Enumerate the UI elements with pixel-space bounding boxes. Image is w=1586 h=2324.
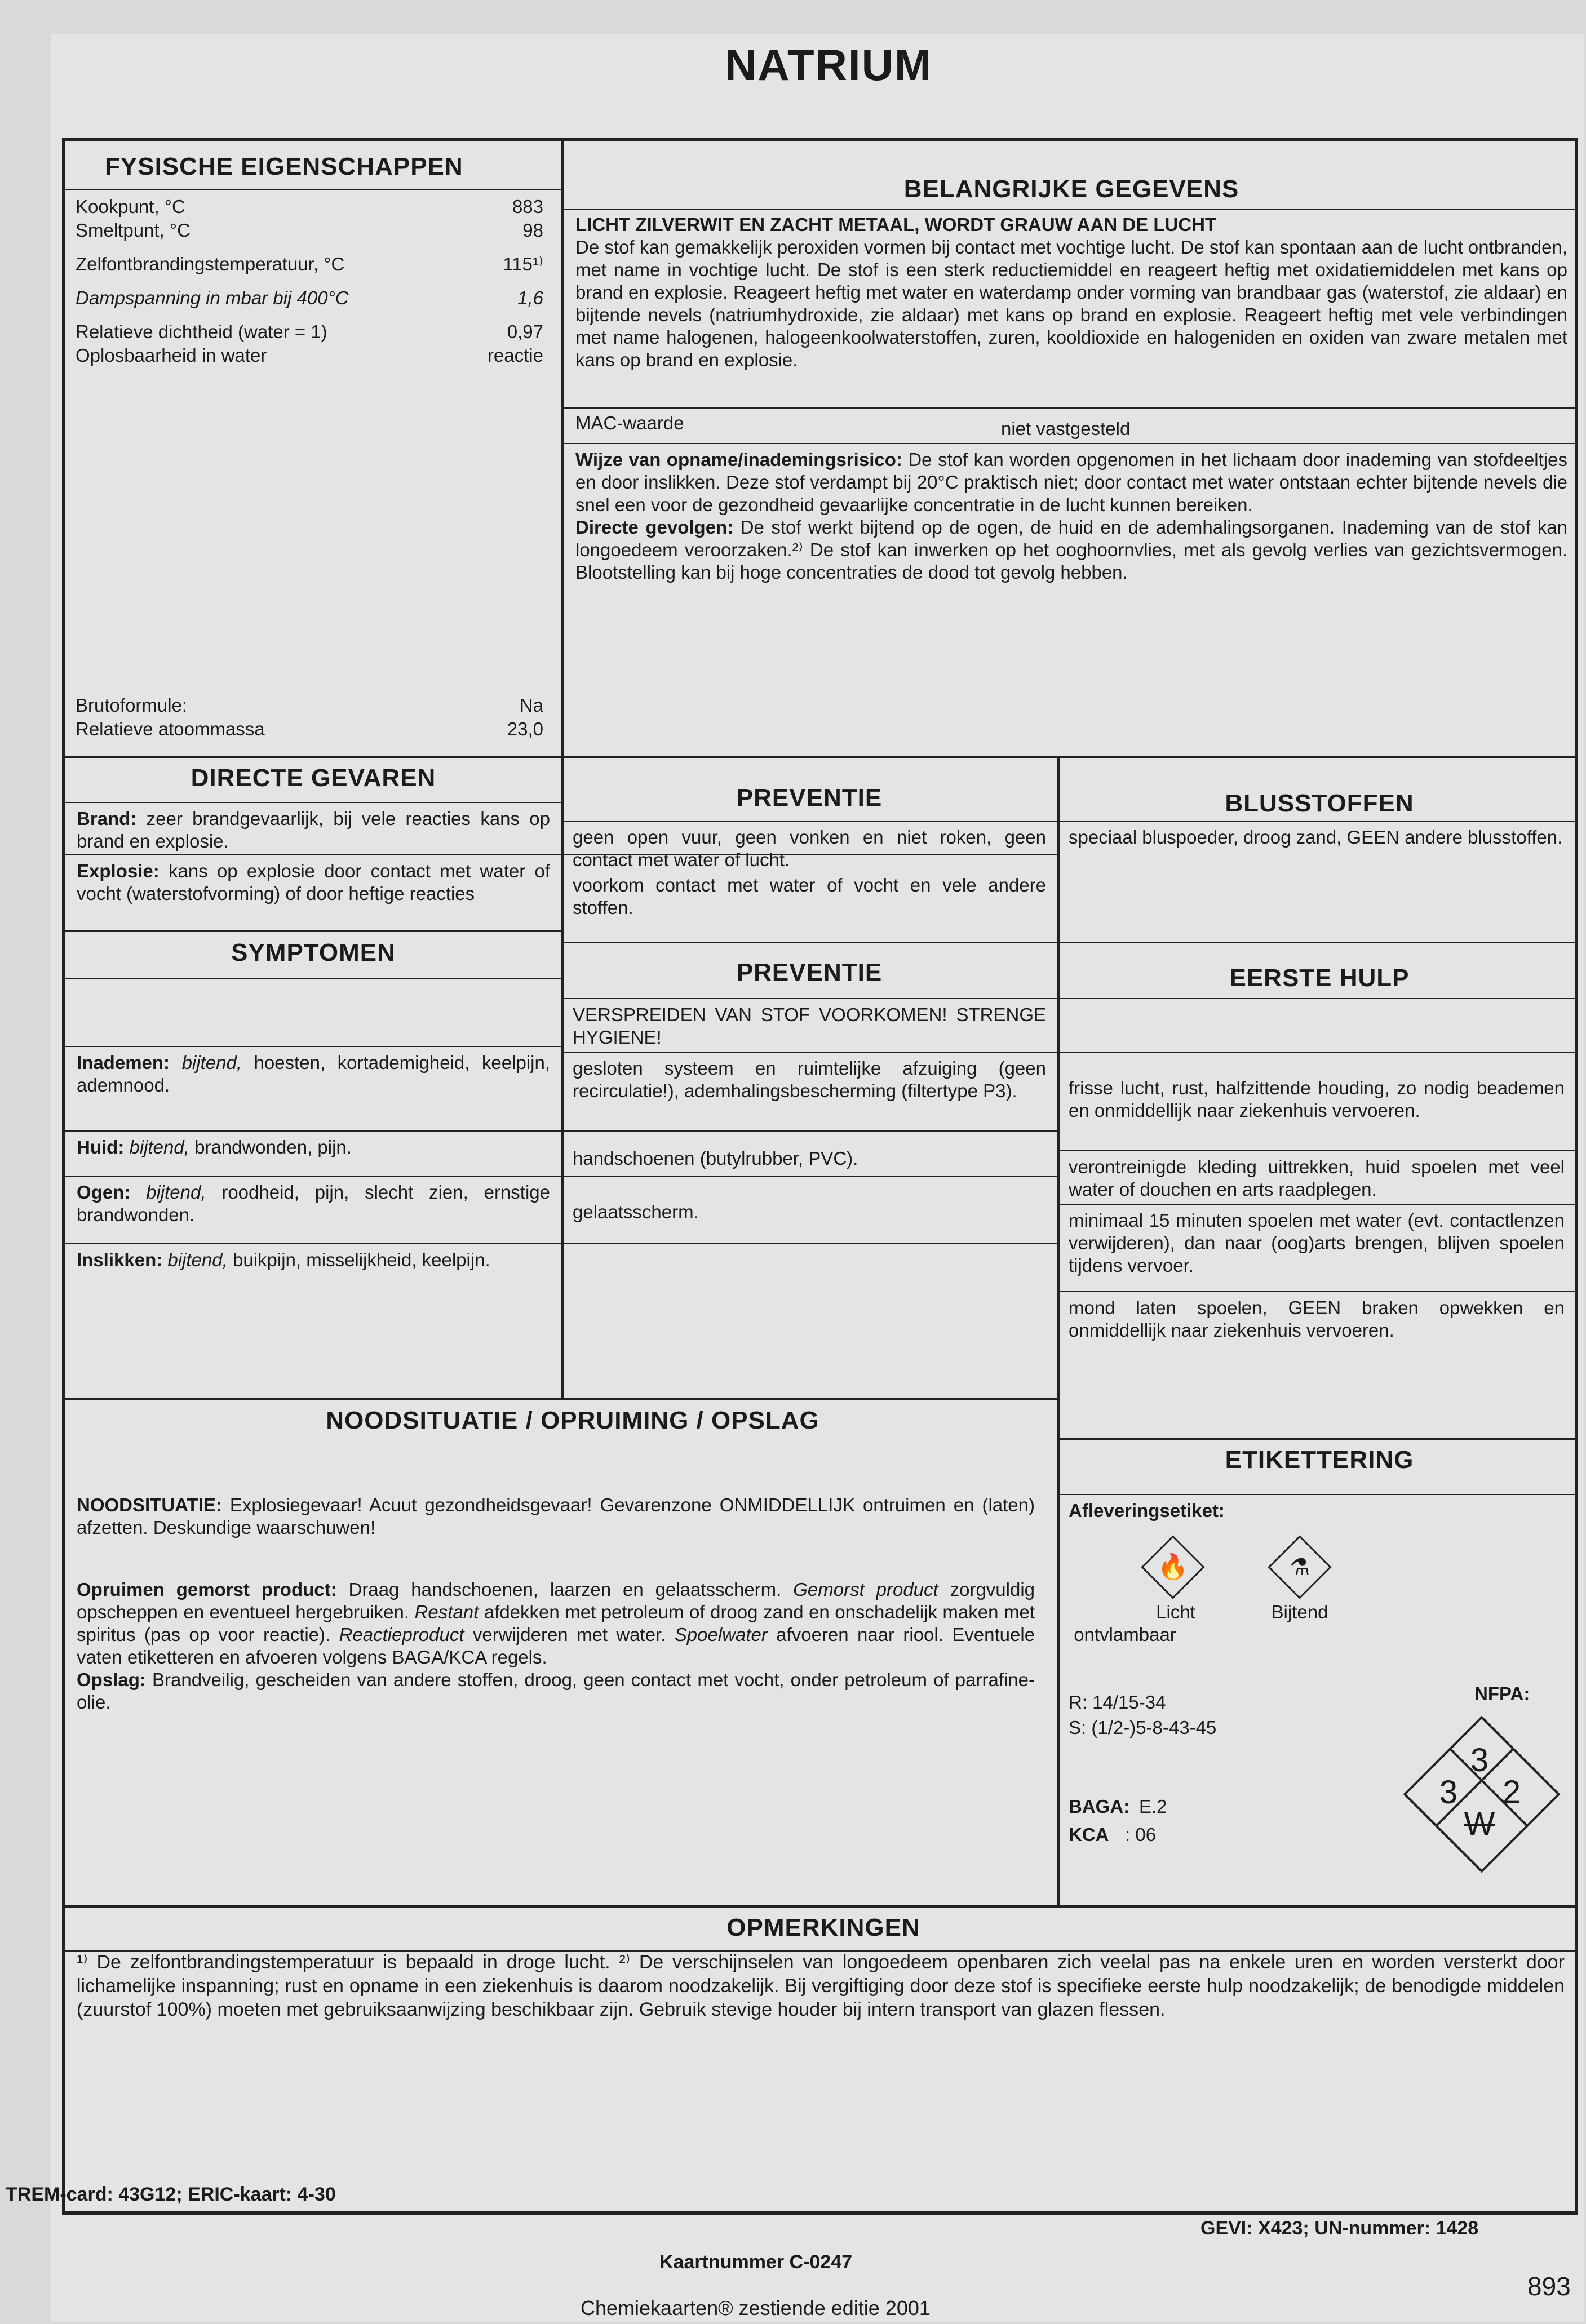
belangrijke-intro: LICHT ZILVERWIT EN ZACHT METAAL, WORDT GRAUW AAN DE LUCHT	[575, 214, 1217, 235]
opmerkingen-text: ¹⁾ De zelfontbrandingstemperatuur is bepaald in droge lucht. ²⁾ De verschijnselen van longoedeem openbaren zich veelal pas na enkele uren en worden versterkt door lichamelijke inspanning; rust en opname in een ziekenhuis is daarom noodzakelijk. Bij vergiftiging door deze stof is specifieke eerste hulp noodzakelijk; de benodigde middelen (zuurstof 100%) moeten met gebruiksaanwijzing beschikbaar zijn. Gebruik stevige houder bij intern transport van glazen flessen.	[77, 1952, 1565, 2020]
ogen-label: Ogen:	[77, 1182, 131, 1203]
divider	[65, 1130, 1057, 1132]
divider	[561, 1052, 1575, 1053]
divider	[65, 1243, 1057, 1244]
restant-body: afdekken met petroleum of droog zand en onschadelijk maken met spiritus (pas op voor reactie).	[77, 1602, 1035, 1645]
divider	[1057, 1291, 1575, 1292]
divider	[1057, 756, 1060, 1905]
label-licht-ontvlambaar	[1133, 1601, 1218, 1624]
spoel-label: Spoelwater	[674, 1624, 768, 1645]
opname-label: Wijze van opname/inademingsrisico:	[575, 449, 902, 470]
divider	[65, 1046, 561, 1047]
page-number: 893	[1527, 2272, 1571, 2301]
kca-label: KCA	[1069, 1824, 1109, 1845]
divider	[65, 1176, 1057, 1177]
opslag-label: Opslag:	[77, 1669, 146, 1690]
brand-text	[77, 808, 550, 853]
prop-row	[76, 344, 543, 367]
prop-label: Relatieve atoommassa	[76, 719, 265, 739]
flame-icon: 🔥	[1157, 1553, 1189, 1581]
divider	[561, 209, 1575, 210]
divider	[1057, 1494, 1575, 1495]
reactie-body: verwijderen met water.	[472, 1624, 666, 1645]
explosie-preventie: voorkom contact met water of vocht en vele andere stoffen.	[573, 875, 1046, 918]
footer-trem: TREM-card: 43G12; ERIC-kaart: 4-30	[6, 2184, 336, 2205]
restant-label: Restant	[414, 1602, 479, 1622]
prop-row	[76, 286, 543, 310]
ogen-text	[77, 1181, 550, 1226]
inslikken-label: Inslikken:	[77, 1249, 163, 1270]
aflevering-label: Afleveringsetiket:	[1069, 1500, 1225, 1521]
prop-label: Brutoformule:	[76, 695, 188, 716]
prop-value: 1,6	[517, 287, 543, 308]
inademen-preventie: gesloten systeem en ruimtelijke afzuiging (geen recirculatie!), ademhalingsbescherming (filtertype P3).	[573, 1058, 1046, 1101]
section-symptomen-header: SYMPTOMEN	[231, 939, 396, 966]
nood-body: Explosiegevaar! Acuut gezondheidsgevaar! Gevarenzone ONMIDDELLIJK ontruimen en (laten) afzetten. Deskundige waarschuwen!	[77, 1494, 1035, 1538]
symptomen-preventie-intro: VERSPREIDEN VAN STOF VOORKOMEN! STRENGE HYGIENE!	[573, 1004, 1046, 1048]
section-etikettering-header: ETIKETTERING	[1225, 1446, 1414, 1474]
inademen-text	[77, 1052, 550, 1097]
divider	[561, 443, 1575, 444]
inademen-italic: bijtend,	[181, 1052, 242, 1073]
gemorst-label: Gemorst product	[793, 1579, 938, 1600]
section-fysische-header: FYSISCHE EIGENSCHAPPEN	[105, 153, 463, 180]
divider	[65, 1398, 1057, 1400]
ogen-eerste-hulp: minimaal 15 minuten spoelen met water (evt. contactlenzen verwijderen), dan naar (oog)arts brengen, blijven spoelen tijdens vervoer.	[1069, 1210, 1565, 1276]
opslag-body: Brandveilig, gescheiden van andere stoffen, droog, geen contact met vocht, onder petroleum of parrafine-olie.	[77, 1669, 1035, 1713]
divider	[561, 821, 1575, 822]
ogen-italic: bijtend,	[146, 1182, 206, 1203]
huid-text	[77, 1136, 550, 1159]
divider	[1057, 1150, 1575, 1151]
prop-value: 0,97	[507, 321, 543, 342]
prop-value: 883	[512, 196, 543, 217]
gevolgen-label: Directe gevolgen:	[575, 517, 734, 538]
vaten-body: Eventuele vaten etiketteren en afvoeren volgens BAGA/KCA regels.	[77, 1624, 1035, 1667]
divider	[561, 998, 1575, 999]
label1-line1: Licht	[1156, 1602, 1195, 1622]
huid-preventie: handschoenen (butylrubber, PVC).	[573, 1148, 858, 1169]
explosie-body: kans op explosie door contact met water of vocht (waterstofvorming) of door heftige reacties	[77, 861, 550, 904]
divider	[65, 930, 561, 932]
divider	[65, 756, 1575, 758]
page-title: NATRIUM	[725, 40, 932, 90]
spoel-body: afvoeren naar riool.	[776, 1624, 943, 1645]
nfpa-label: NFPA:	[1474, 1683, 1530, 1704]
prop-row	[76, 717, 543, 741]
kca-value: : 06	[1125, 1824, 1157, 1845]
section-preventie-2-header: PREVENTIE	[736, 959, 883, 986]
section-blusstoffen-header: BLUSSTOFFEN	[1225, 790, 1414, 817]
formula-block	[76, 694, 543, 741]
label1-line2: ontvlambaar	[1074, 1624, 1176, 1645]
divider	[65, 854, 1057, 855]
opname-body: De stof kan worden opgenomen in het lichaam door inademing van stofdeeltjes en door inslikken. Deze stof verdampt bij 20°C praktisch niet; door contact met water ontstaan echter bijtende nevels die snel een voor de gezondheid gevaarlijke concentratie in de lucht kunnen bereiken.	[575, 449, 1567, 515]
label-bijtend: Bijtend	[1271, 1602, 1328, 1622]
explosie-label: Explosie:	[77, 861, 160, 881]
huid-eerste-hulp: verontreinigde kleding uittrekken, huid spoelen met veel water of douchen en arts raadplegen.	[1069, 1156, 1565, 1200]
prop-label: Smeltpunt, °C	[76, 220, 191, 241]
prop-value: 23,0	[507, 719, 543, 739]
divider	[561, 141, 564, 756]
inademen-body: hoesten, kortademigheid, keelpijn, ademnood.	[77, 1052, 550, 1096]
divider	[65, 978, 561, 979]
inslikken-eerste-hulp: mond laten spoelen, GEEN braken opwekken en onmiddellijk naar ziekenhuis vervoeren.	[1069, 1297, 1565, 1341]
prop-row	[76, 694, 543, 717]
physical-properties	[76, 195, 543, 367]
huid-italic: bijtend,	[129, 1137, 189, 1157]
prop-value: reactie	[487, 345, 543, 366]
prop-label: Kookpunt, °C	[76, 196, 185, 217]
huid-body: brandwonden, pijn.	[194, 1137, 352, 1157]
belangrijke-p1: De stof kan gemakkelijk peroxiden vormen bij contact met vochtige lucht. De stof kan spontaan aan de lucht ontbranden, met name in vochtige lucht. De stof is een sterk reductiemiddel en reageert heftig met oxidatiemiddelen met kans op brand en explosie. Reageert heftig met water en waterdamp onder vorming van brandbaar gas (waterstof, zie aldaar) en bijtende nevels (natriumhydroxide, zie aldaar) met kans op brand en explosie. Reageert heftig met vele verbindingen met name halogenen, halogeenkoolwaterstoffen, zuren, kooldioxide en halogeniden en oxiden van zware metalen met kans op brand en explosie.	[575, 237, 1567, 370]
corrosive-hazard-icon	[1268, 1535, 1331, 1599]
divider	[1057, 1438, 1575, 1440]
nfpa-diamond	[1415, 1727, 1544, 1857]
section-gevaren-header: DIRECTE GEVAREN	[191, 764, 436, 792]
divider	[1057, 1204, 1575, 1205]
chemical-card	[62, 138, 1578, 2215]
prop-value: 115¹⁾	[503, 254, 543, 274]
prop-label: Relatieve dichtheid (water = 1)	[76, 321, 327, 342]
brand-blusstoffen: speciaal bluspoeder, droog zand, GEEN andere blusstoffen.	[1069, 827, 1563, 848]
section-belangrijke-header: BELANGRIJKE GEGEVENS	[903, 175, 1239, 203]
divider	[65, 1905, 1575, 1908]
prop-value: Na	[519, 695, 543, 716]
prop-row	[76, 195, 543, 219]
nfpa-top-value: 3	[1470, 1742, 1489, 1779]
r-phrases: R: 14/15-34	[1069, 1692, 1166, 1713]
gevolgen-body: De stof werkt bijtend op de ogen, de huid en de ademhalingsorganen. Inademing van de stof kan longoedeem veroorzaken.²⁾ De stof kan inwerken op het ooghoornvlies, met als gevolg verlies van gezichtsvermogen. Blootstelling kan bij hoge concentraties de dood tot gevolg hebben.	[575, 517, 1567, 583]
footer-kaartnummer: Kaartnummer C-0247	[659, 2251, 853, 2273]
nfpa-left-value: 3	[1439, 1774, 1458, 1811]
footer-edition: Chemiekaarten® zestiende editie 2001	[581, 2296, 931, 2319]
prop-value: 98	[522, 220, 543, 241]
opruimen-text	[77, 1578, 1035, 1714]
section-noodsituatie-header: NOODSITUATIE / OPRUIMING / OPSLAG	[326, 1407, 819, 1434]
gemorst-body: zorgvuldig opscheppen en eventueel hergebruiken.	[77, 1579, 1035, 1622]
section-preventie-header: PREVENTIE	[736, 784, 883, 811]
baga-value: E.2	[1139, 1796, 1167, 1817]
section-opmerkingen-header: OPMERKINGEN	[726, 1914, 920, 1941]
inademen-eerste-hulp: frisse lucht, rust, halfzittende houding, zo nodig beademen en onmiddellijk naar ziekenhuis vervoeren.	[1069, 1077, 1565, 1121]
noodsituatie-text	[77, 1494, 1035, 1539]
divider	[561, 756, 564, 1398]
mac-label: MAC-waarde	[575, 413, 684, 433]
prop-row	[76, 252, 543, 276]
corrosive-icon: ⚗	[1290, 1555, 1310, 1580]
ogen-preventie: gelaatsscherm.	[573, 1201, 699, 1222]
brand-preventie: geen open vuur, geen vonken en niet roken, geen contact met water of lucht.	[573, 827, 1046, 870]
prop-row	[76, 320, 543, 344]
baga-label: BAGA:	[1069, 1796, 1130, 1817]
section-eerste-hulp-header: EERSTE HULP	[1229, 964, 1410, 992]
prop-label: Zelfontbrandingstemperatuur, °C	[76, 254, 345, 274]
ogen-body: roodheid, pijn, slecht zien, ernstige brandwonden.	[77, 1182, 550, 1225]
divider	[561, 407, 1575, 409]
prop-label: Dampspanning in mbar bij 400°C	[76, 287, 349, 308]
opname-text	[575, 449, 1567, 584]
explosie-text	[77, 860, 550, 905]
nfpa-right-value: 2	[1502, 1774, 1521, 1811]
divider	[561, 942, 1575, 943]
huid-label: Huid:	[77, 1137, 125, 1157]
divider	[65, 802, 561, 803]
brand-label: Brand:	[77, 808, 137, 829]
reactie-label: Reactieproduct	[339, 1624, 464, 1645]
mac-value: niet vastgesteld	[1001, 418, 1131, 439]
flame-hazard-icon	[1141, 1535, 1204, 1599]
inslikken-text	[77, 1249, 550, 1271]
opruimen-label: Opruimen gemorst product:	[77, 1579, 337, 1600]
nfpa-bottom-value: W	[1464, 1806, 1495, 1842]
opruimen-body: Draag handschoenen, laarzen en gelaatsscherm.	[348, 1579, 782, 1600]
nood-label: NOODSITUATIE:	[77, 1494, 222, 1515]
inademen-label: Inademen:	[77, 1052, 170, 1073]
footer-gevi: GEVI: X423; UN-nummer: 1428	[1200, 2217, 1479, 2239]
belangrijke-text	[575, 214, 1567, 371]
s-phrases: S: (1/2-)5-8-43-45	[1069, 1717, 1217, 1738]
inslikken-italic: bijtend,	[167, 1249, 228, 1270]
divider	[65, 189, 561, 190]
brand-body: zeer brandgevaarlijk, bij vele reacties kans op brand en explosie.	[77, 808, 551, 851]
prop-label: Oplosbaarheid in water	[76, 345, 267, 366]
inslikken-body: buikpijn, misselijkheid, keelpijn.	[233, 1249, 490, 1270]
prop-row	[76, 219, 543, 242]
